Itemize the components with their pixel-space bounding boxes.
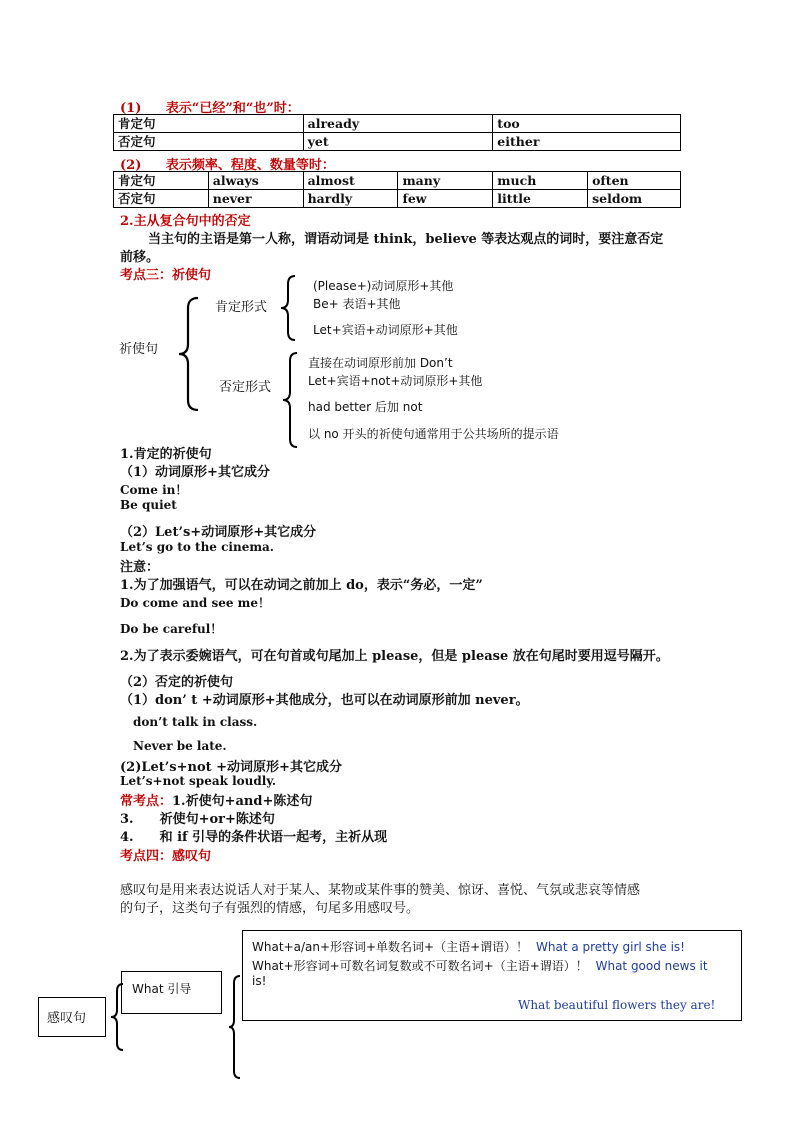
pos-item-3: Let+宾语+动词原形+其他 <box>313 323 458 337</box>
body-line: （1）动词原形+其它成分 <box>120 465 270 480</box>
table-already-too <box>113 114 681 151</box>
rule-2-example-cont: is! <box>252 974 267 988</box>
brace-what-icon <box>226 974 242 1080</box>
rule-line-1 <box>252 938 685 955</box>
exclaim-root-label: 感叹句 <box>47 1011 87 1026</box>
table-row <box>114 190 681 208</box>
table-cell: always <box>208 172 303 190</box>
table-cell: yet <box>303 133 493 151</box>
table-cell: seldom <box>588 190 681 208</box>
rule-1-example: What a pretty girl she is! <box>536 940 685 954</box>
table-cell: hardly <box>303 190 398 208</box>
table-row <box>114 133 681 151</box>
body-line: （2）否定的祈使句 <box>120 675 234 690</box>
section2-heading-text: 表示频率、程度、数量等时： <box>165 158 335 173</box>
table-cell: few <box>398 190 493 208</box>
rule-3-example: What beautiful flowers they are! <box>518 998 716 1012</box>
body-line: 2.为了表示委婉语气，可在句首或句尾加上 please，但是 please 放在句尾时要用逗号隔开。 <box>120 649 669 664</box>
frequent-point-label: 常考点： <box>120 794 173 809</box>
body-line: Never be late. <box>133 739 227 753</box>
table-cell: much <box>493 172 588 190</box>
body-line: Do come and see me！ <box>120 596 271 610</box>
rule-2-example: What good news it <box>595 959 708 973</box>
exclaim-intro-2: 的句子，这类句子有强烈的情感，句尾多用感叹号。 <box>120 901 420 916</box>
body-line-numbered <box>120 808 275 827</box>
rule-1-text: What+a/an+形容词+单数名词+（主语+谓语）！ <box>252 940 529 954</box>
body-line: （1）don’ t +动词原形+其他成分，也可以在动词原形前加 never。 <box>120 693 529 708</box>
what-box <box>121 971 222 1014</box>
table-cell: 否定句 <box>114 133 304 151</box>
body-line-numbered <box>120 826 387 845</box>
body-line: Let’s+not speak loudly. <box>120 774 277 788</box>
list-text: 祈使句+or+陈述句 <box>159 812 275 827</box>
table-frequency <box>113 171 681 208</box>
body-line: 注意： <box>120 560 160 575</box>
table-cell: often <box>588 172 681 190</box>
rule-2-text: What+形容词+可数名词复数或不可数名词+（主语+谓语）！ <box>252 959 588 973</box>
complex-neg-title: 2.主从复合句中的否定 <box>120 214 251 229</box>
body-line: 1.为了加强语气，可以在动词之前加上 do，表示“务必，一定” <box>120 578 483 593</box>
neg-item-4: 以 no 开头的祈使句通常用于公共场所的提示语 <box>308 427 559 441</box>
pos-item-2: Be+ 表语+其他 <box>313 297 401 311</box>
table-cell: either <box>493 133 681 151</box>
pos-item-1: (Please+)动词原形+其他 <box>313 279 454 293</box>
body-line: （2）Let’s+动词原形+其它成分 <box>120 525 317 540</box>
body-line: Come in！ <box>120 483 188 497</box>
brace-negative-icon <box>279 351 301 449</box>
section1-heading-num: (1) <box>120 101 142 116</box>
table-cell: many <box>398 172 493 190</box>
table-row <box>114 115 681 133</box>
what-rules-box <box>242 930 742 1021</box>
complex-neg-line1: 当主句的主语是第一人称，谓语动词是 think，believe 等表达观点的词时，要注意否定 <box>148 232 664 247</box>
brace-main-icon <box>176 296 206 412</box>
exclaim-intro-1: 感叹句是用来表达说话人对于某人、某物或某件事的赞美、惊讶、喜悦、气氛或悲哀等情感 <box>120 883 641 898</box>
diagram-positive: 肯定形式 <box>215 300 268 315</box>
table-cell: already <box>303 115 493 133</box>
brace-positive-icon <box>277 274 299 342</box>
kaodian4-heading: 考点四：感叹句 <box>120 849 212 864</box>
rule-line-2 <box>252 957 708 974</box>
table-cell: almost <box>303 172 398 190</box>
body-line: 1.肯定的祈使句 <box>120 447 212 462</box>
body-line: don’t talk in class. <box>133 715 258 729</box>
section1-heading-text: 表示“已经”和“也”时： <box>165 101 300 116</box>
list-number: 4. <box>120 830 134 845</box>
table-cell: 肯定句 <box>114 172 209 190</box>
diagram-negative: 否定形式 <box>219 380 272 395</box>
table-row <box>114 172 681 190</box>
section2-heading-num: (2) <box>120 158 142 173</box>
table-cell: little <box>493 190 588 208</box>
body-line: Be quiet <box>120 498 177 512</box>
neg-item-3: had better 后加 not <box>308 400 423 414</box>
table-cell: 肯定句 <box>114 115 304 133</box>
what-label: What 引导 <box>132 982 192 996</box>
neg-item-1: 直接在动词原形前加 Don’t <box>308 356 453 370</box>
complex-neg-line2: 前移。 <box>120 250 160 265</box>
diagram-root: 祈使句 <box>119 342 159 357</box>
body-line: (2)Let’s+not +动词原形+其它成分 <box>120 760 342 775</box>
kaodian3-heading: 考点三：祈使句 <box>120 268 212 283</box>
neg-item-2: Let+宾语+not+动词原形+其他 <box>308 374 483 388</box>
body-line: Let’s go to the cinema. <box>120 540 274 554</box>
table-cell: too <box>493 115 681 133</box>
frequent-point-text: 1.祈使句+and+陈述句 <box>172 794 313 809</box>
table-cell: 否定句 <box>114 190 209 208</box>
body-line: Do be careful！ <box>120 622 223 636</box>
exclaim-root-box <box>38 997 106 1037</box>
table-cell: never <box>208 190 303 208</box>
list-number: 3. <box>120 812 134 827</box>
list-text: 和 if 引导的条件状语一起考，主祈从现 <box>159 830 388 845</box>
body-line-kaodian <box>120 790 312 809</box>
